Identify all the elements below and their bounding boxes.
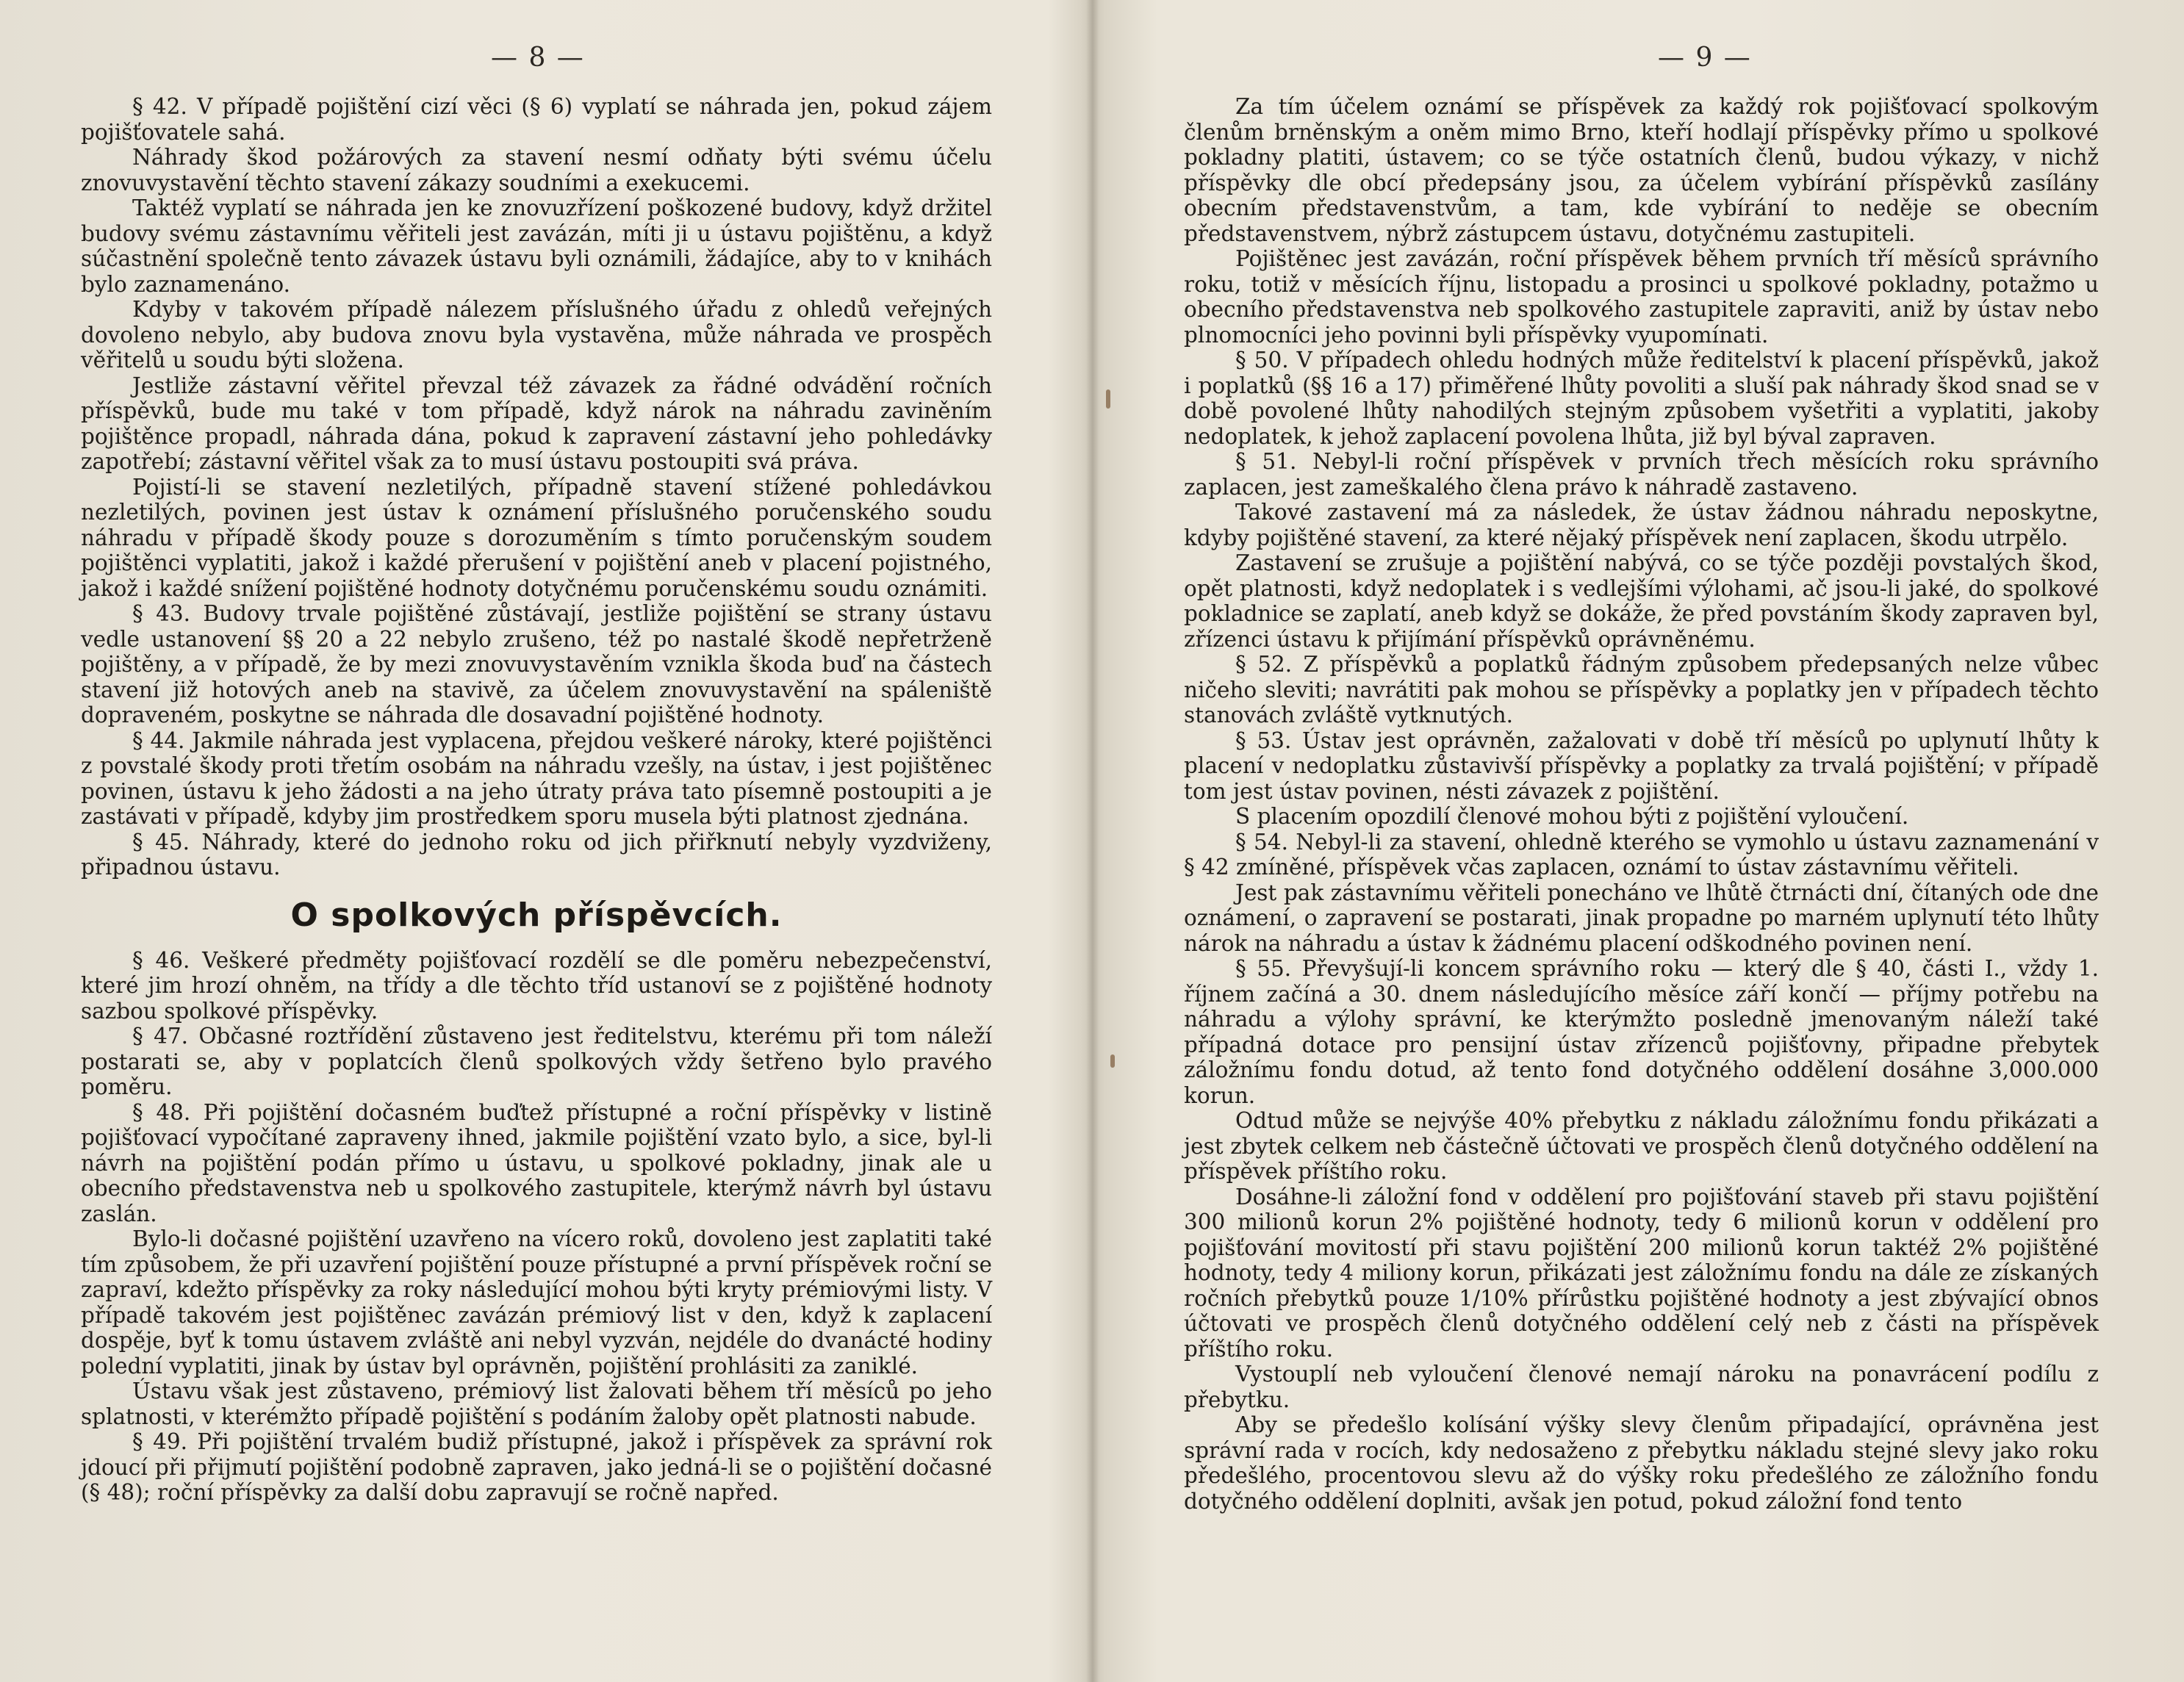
paragraph: § 55. Převyšují-li koncem správního roku — který dle § 40, části I., vždy 1. říjnem začíná a 30. dnem následujícího měsíce září končí — příjmy potřebu na náhradu a výlohy správní, ke kterýmžto posledně jmenovaným náleží také případná dotace pro pensijní ústav zřízenců pojišťovny, připadne přebytek záložnímu fondu dotud, až tento fond dotyčného oddělení dosáhne 3,000.000 korun.	[1184, 956, 2099, 1108]
paragraph: § 46. Veškeré předměty pojišťovací rozdělí se dle poměru nebezpečenství, které jim hrozí ohněm, na třídy a dle těchto tříd ustanoví se z pojištěné hodnoty sazbou spolkové příspěvky.	[81, 947, 992, 1024]
right-page-text	[1184, 94, 2099, 1514]
paragraph: § 49. Při pojištění trvalém budiž přístupné, jakož i příspěvek za správní rok jdoucí při přijmutí pojištění podobně zapraven, jako jedná-li se o pojištění dočasné (§ 48); roční příspěvky za další dobu zapravují se ročně napřed.	[81, 1429, 992, 1505]
paragraph: Jest pak zástavnímu věřiteli ponecháno ve lhůtě čtrnácti dní, čítaných ode dne oznámení, o zapravení se postarati, jinak propadne po marném uplynutí této lhůty nárok na náhradu a ústav k žádnému placení odškodného povinen není.	[1184, 880, 2099, 956]
paragraph: S placením opozdilí členové mohou býti z pojištění vyloučení.	[1235, 804, 1909, 829]
paragraph: § 48. Při pojištění dočasném buďtež přístupné a roční příspěvky v listině pojišťovací vypočítané zapraveny ihned, jakmile pojištění vzato bylo, a sice, byl-li návrh na pojištění podán přímo u ústavu, u spolkové pokladny, jinak ale u obecního představenstva neb u spolkového zastupitele, kterýmž návrh byl ústavu zaslán.	[81, 1099, 992, 1226]
paragraph: Odtud může se nejvýše 40% přebytku z nákladu záložnímu fondu přikázati a jest zbytek celkem neb částečně účtovati ve prospěch členů dotyčného oddělení na příspěvek příštího roku.	[1184, 1108, 2099, 1184]
paragraph: Pojistí-li se stavení nezletilých, případně stavení stížené pohledávkou nezletilých, povinen jest ústav k oznámení příslušného poručenského soudu náhradu v případě škody pouze s dorozuměním s tímto poručenským soudem pojištěnci vyplatiti, jakož i každé přerušení v pojištění aneb v placení pojistného, jakož i každé snížení pojištěné hodnoty dotyčnému poručenskému soudu oznámiti.	[81, 474, 992, 601]
paragraph: § 44. Jakmile náhrada jest vyplacena, přejdou veškeré nároky, které pojištěnci z povstalé škody proti třetím osobám na náhradu vzešly, na ústav, i jest pojištěnec povinen, ústavu k jeho žádosti a na jeho útraty práva tato písemně postoupiti a je zastávati v případě, kdyby jim prostředkem sporu musela býti platnost zjednána.	[81, 727, 992, 829]
page-number-left: — 8 —	[491, 43, 585, 73]
section-heading: O spolkových příspěvcích.	[290, 896, 783, 934]
paragraph: Zastavení se zrušuje a pojištění nabývá, co se týče později povstalých škod, opět platnosti, když nedoplatek i s vedlejšími výlohami, ač jsou-li jaké, do spolkové pokladnice se zaplatí, aneb když se dokáže, že před povstáním škody zapraven byl, zřízenci ústavu k přijímání příspěvků oprávněnému.	[1184, 550, 2099, 652]
paragraph: Pojištěnec jest zavázán, roční příspěvek během prvních tří měsíců správního roku, totiž v měsících říjnu, listopadu a prosinci u spolkové pokladny, potažmo u obecního představenstva neb spolkového zastupitele zapraviti, aniž by ústav nebo plnomocníci jeho povinni byli příspěvky vyupomínati.	[1184, 246, 2099, 348]
paragraph: Vystouplí neb vyloučení členové nemají nároku na ponavrácení podílu z přebytku.	[1184, 1362, 2099, 1412]
paragraph: § 43. Budovy trvale pojištěné zůstávají, jestliže pojištění se strany ústavu vedle ustanovení §§ 20 a 22 nebylo zrušeno, též po nastalé škodě nepřetrženě pojištěny, a v případě, že by mezi znovuvystavěním vznikla škoda buď na částech stavení již hotových aneb na stavivě, za účelem znovuvystavění na spáleniště dopraveném, poskytne se náhrada dle dosavadní pojištěné hodnoty.	[81, 601, 992, 727]
paragraph: Jestliže zástavní věřitel převzal též závazek za řádné odvádění ročních příspěvků, bude mu také v tom případě, když nárok na náhradu zaviněním pojištěnce propadl, náhrada dána, pokud k zapravení zástavní jeho pohledávky zapotřebí; zástavní věřitel však za to musí ústavu postoupiti svá práva.	[81, 373, 992, 474]
paragraph: Aby se předešlo kolísání výšky slevy členům připadající, oprávněna jest správní rada v rocích, kdy nedosaženo z přebytku nákladu stejné slevy jako roku předešlého, procentovou slevu až do výšky roku předešlého ze záložního fondu dotyčného oddělení doplniti, avšak jen potud, pokud záložní fond tento	[1184, 1412, 2099, 1514]
paragraph: Bylo-li dočasné pojištění uzavřeno na vícero roků, dovoleno jest zaplatiti také tím způsobem, že při uzavření pojištění pouze přístupné a první příspěvek roční se zapraví, kdežto příspěvky za roky následující mohou býti kryty prémiovými listy. V případě takovém jest pojištěnec zavázán prémiový list v den, když k zaplacení dospěje, byť k tomu ústavem zvláště ani nebyl vyzván, nejdéle do dvanácté hodiny polední vyplatiti, jinak by ústav byl oprávněn, pojištění prohlásiti za zaniklé.	[81, 1226, 992, 1379]
paragraph: § 52. Z příspěvků a poplatků řádným způsobem předepsaných nelze vůbec ničeho sleviti; navrátiti pak mohou se příspěvky a poplatky jen v případech těchto stanovách zvláště vytknutých.	[1184, 652, 2099, 727]
paragraph: Kdyby v takovém případě nálezem příslušného úřadu z ohledů veřejných dovoleno nebylo, aby budova znovu byla vystavěna, může náhrada ve prospěch věřitelů u soudu býti složena.	[81, 297, 992, 373]
page-number-right: — 9 —	[1658, 43, 1752, 73]
paragraph: Náhrady škod požárových za stavení nesmí odňaty býti svému účelu znovuvystavění těchto stavení zákazy soudními a exekucemi.	[81, 145, 992, 195]
paragraph: Takové zastavení má za následek, že ústav žádnou náhradu neposkytne, kdyby pojištěné stavení, za které nějaký příspěvek není zaplacen, škodu utrpělo.	[1184, 500, 2099, 550]
paragraph: Za tím účelem oznámí se příspěvek za každý rok pojišťovací spolkovým členům brněnským a oněm mimo Brno, kteří hodlají příspěvky přímo u spolkové pokladny platiti, ústavem; co se týče ostatních členů, budou výkazy, v nichž příspěvky dle obcí předepsány jsou, za účelem vybírání příspěvků zasílány obecním představenstvům, a tam, kde vybírání to neděje se obecním představenstvem, nýbrž zástupcem ústavu, dotyčnému zastupiteli.	[1184, 94, 2099, 246]
paragraph: § 53. Ústav jest oprávněn, zažalovati v době tří měsíců po uplynutí lhůty k placení v nedoplatku zůstavivší příspěvky a poplatky za trvalá pojištění; v případě tom jest ústav povinen, nésti závazek z pojištění.	[1184, 727, 2099, 804]
paragraph: § 42. V případě pojištění cizí věci (§ 6) vyplatí se náhrada jen, pokud zájem pojišťovatele sahá.	[81, 94, 992, 145]
paper-stain	[1110, 1054, 1115, 1068]
paragraph: § 54. Nebyl-li za stavení, ohledně kterého se vymohlo u ústavu zaznamenání v § 42 zmíněné, příspěvek včas zaplacen, oznámí to ústav zástavnímu věřiteli.	[1184, 829, 2099, 880]
paragraph: Taktéž vyplatí se náhrada jen ke znovuzřízení poškozené budovy, když držitel budovy svému zástavnímu věřiteli jest zavázán, míti ji u ústavu pojištěnu, a když súčastnění společně tento závazek ústavu byli oznámili, žádajíce, aby to v knihách bylo zaznamenáno.	[81, 195, 992, 297]
paper-stain	[1106, 389, 1110, 409]
left-page-text	[81, 94, 992, 1506]
right-page	[1092, 0, 2184, 1682]
paragraph: § 50. V případech ohledu hodných může ředitelství k placení příspěvků, jakož i poplatků (§§ 16 a 17) přiměřené lhůty povoliti a sluší pak náhrady škod snad se v době povolené lhůty nahodilých stejným způsobem vyšetřiti a vyplatiti, jakoby nedoplatek, k jehož zaplacení povolena lhůta, již byl býval zapraven.	[1184, 348, 2099, 449]
paragraph: Dosáhne-li záložní fond v oddělení pro pojišťování staveb při stavu pojištění 300 milionů korun 2% pojištěné hodnoty, tedy 6 milionů korun v oddělení pro pojišťování movitostí při stavu pojištění 200 milionů korun taktéž 2% pojištěné hodnoty, tedy 4 miliony korun, přikázati jest záložnímu fondu na dále ze získaných ročních přebytků pouze 1/10% přírůstku pojištěné hodnoty a jest zbývající obnos účtovati ve prospěch členů dotyčného oddělení celý neb z části na příspěvek příštího roku.	[1184, 1184, 2099, 1362]
paragraph: Ústavu však jest zůstaveno, prémiový list žalovati během tří měsíců po jeho splatnosti, v kterémžto případě pojištění s podáním žaloby opět platnosti nabude.	[81, 1379, 992, 1429]
paragraph: § 45. Náhrady, které do jednoho roku od jich přiřknutí nebyly vyzdviženy, připadnou ústavu.	[81, 829, 992, 880]
paragraph: § 51. Nebyl-li roční příspěvek v prvních třech měsících roku správního zaplacen, jest zameškalého člena právo k náhradě zastaveno.	[1184, 449, 2099, 500]
paragraph: § 47. Občasné roztřídění zůstaveno jest ředitelstvu, kterému při tom náleží postarati se, aby v poplatcích členů spolkových vždy šetřeno bylo pravého poměru.	[81, 1024, 992, 1099]
